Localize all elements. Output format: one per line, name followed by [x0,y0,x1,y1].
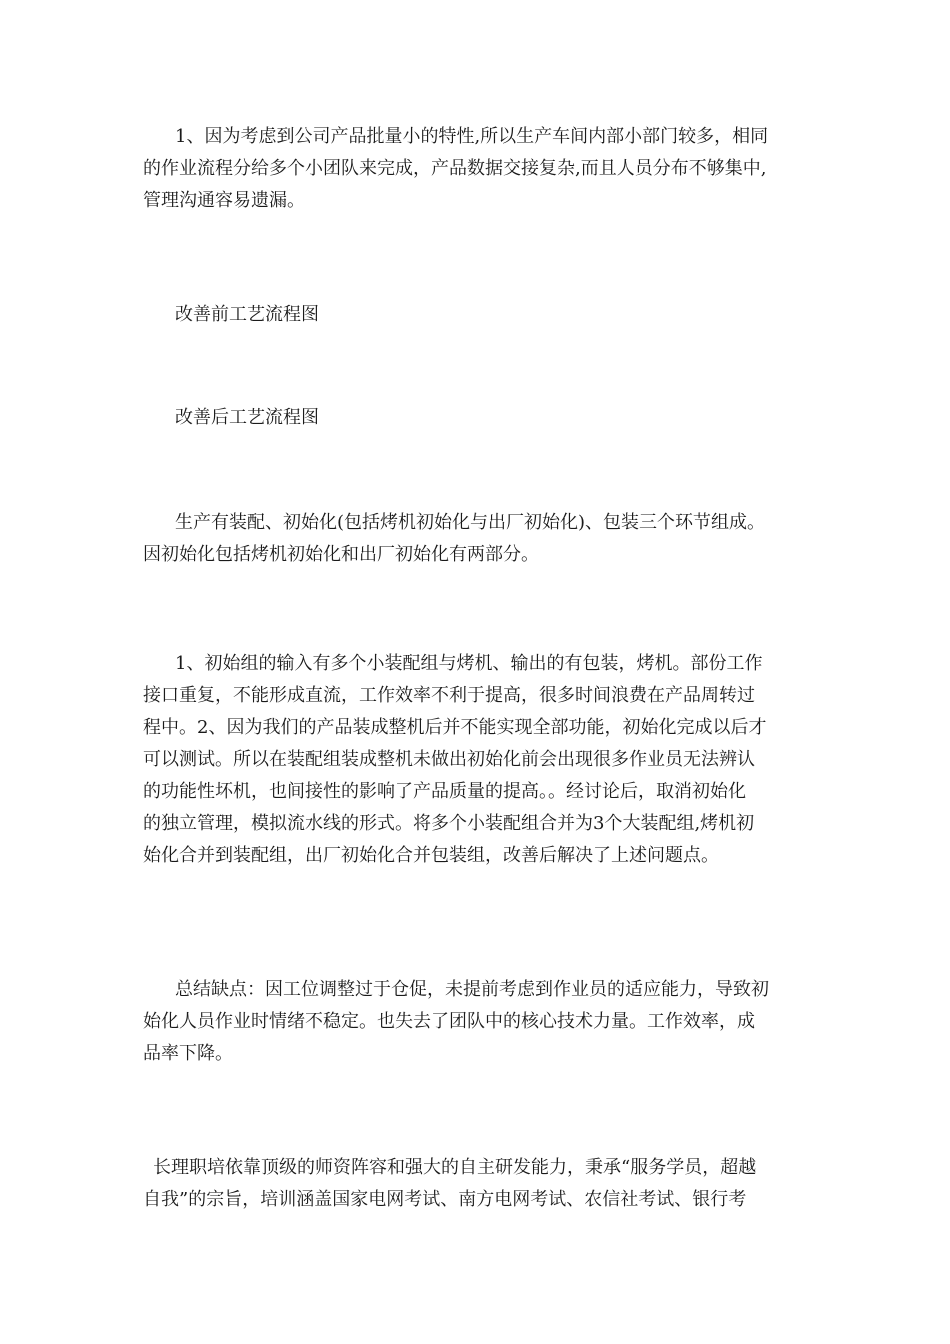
text-line: 接口重复，不能形成直流，工作效率不利于提高，很多时间浪费在产品周转过 [143,685,755,706]
paragraph-production-stages [143,507,811,571]
text-line: 品率下降。 [143,1043,233,1064]
text-line: 的功能性坏机，也间接性的影响了产品质量的提高。。经讨论后，取消初始化 [143,781,746,802]
text-line: 始化合并到装配组，出厂初始化合并包装组，改善后解决了上述问题点。 [143,845,719,866]
text-line: 程中。2、因为我们的产品装成整机后并不能实现全部功能，初始化完成以后才 [143,717,767,738]
text-line: 总结缺点：因工位调整过于仓促，未提前考虑到作业员的适应能力，导致初 [175,979,769,1000]
heading-before-flowchart [143,299,811,331]
paragraph-training-intro [143,1152,811,1216]
text-line: 的作业流程分给多个小团队来完成，产品数据交接复杂,而且人员分布不够集中, [143,158,767,179]
text-line: 可以测试。所以在装配组装成整机未做出初始化前会出现很多作业员无法辨认 [143,749,755,770]
text-line: 的独立管理，模拟流水线的形式。将多个小装配组合并为3个大装配组,烤机初 [143,813,755,834]
text-line: 自我”的宗旨，培训涵盖国家电网考试、南方电网考试、农信社考试、银行考 [143,1189,747,1210]
text-line: 改善前工艺流程图 [175,304,319,325]
heading-after-flowchart [143,402,811,434]
text-line: 因初始化包括烤机初始化和出厂初始化有两部分。 [143,544,539,565]
text-line: 管理沟通容易遗漏。 [143,190,305,211]
paragraph-workshop-issue [143,121,811,217]
text-line: 1、因为考虑到公司产品批量小的特性,所以生产车间内部小部门较多，相同 [175,126,769,147]
paragraph-improvement-detail [143,648,811,872]
text-line: 始化人员作业时情绪不稳定。也失去了团队中的核心技术力量。工作效率，成 [143,1011,755,1032]
paragraph-summary-drawbacks [143,974,811,1070]
text-line: 长理职培依靠顶级的师资阵容和强大的自主研发能力，秉承“服务学员，超越 [153,1157,757,1178]
text-line: 生产有装配、初始化(包括烤机初始化与出厂初始化)、包装三个环节组成。 [175,512,766,533]
text-line: 改善后工艺流程图 [175,407,319,428]
text-line: 1、初始组的输入有多个小装配组与烤机、输出的有包装，烤机。部份工作 [175,653,763,674]
